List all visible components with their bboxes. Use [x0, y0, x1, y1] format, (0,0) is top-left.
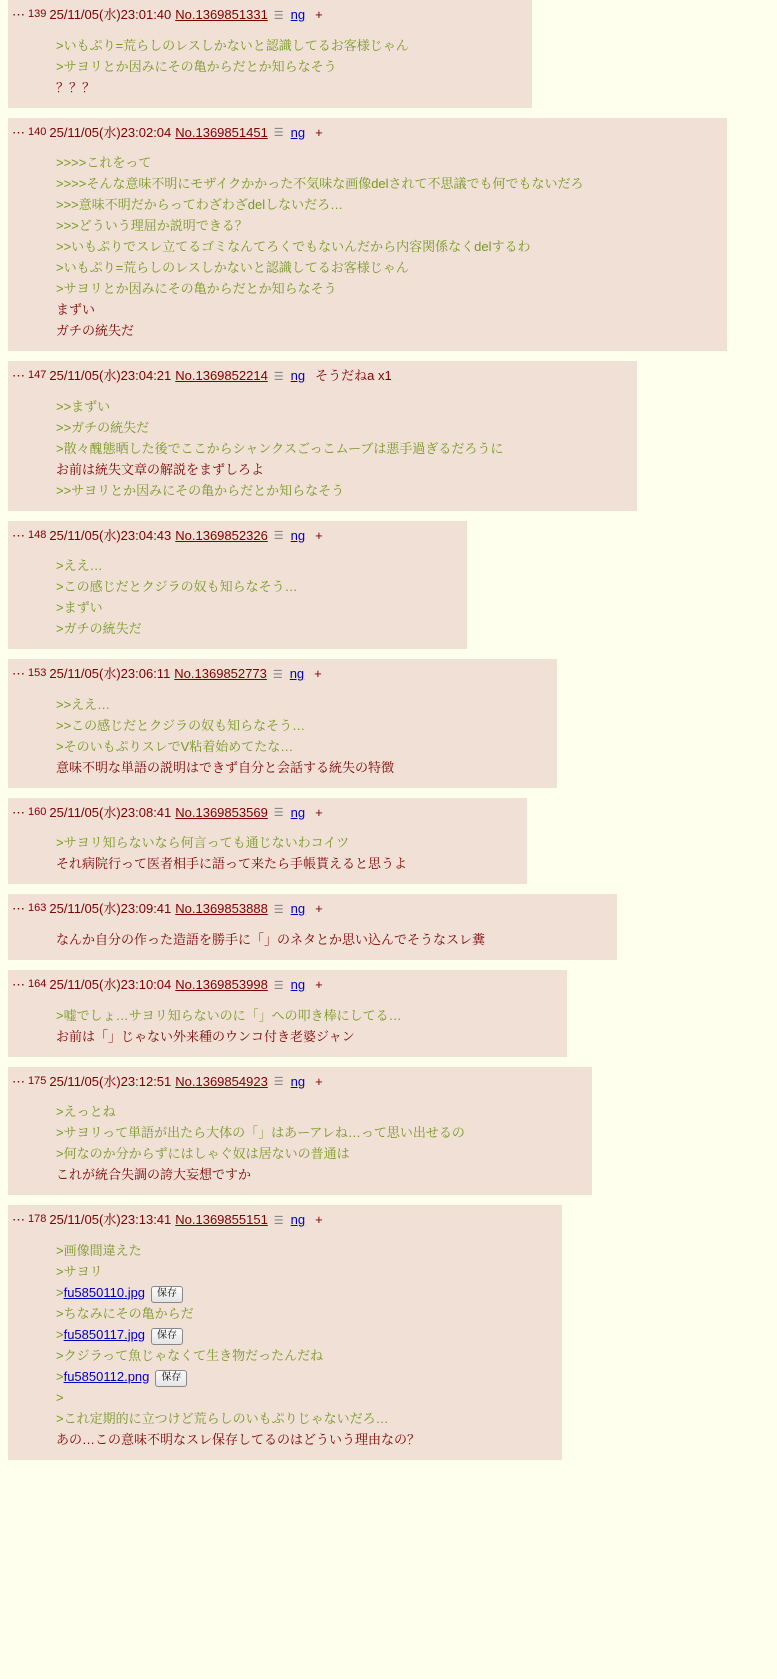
post-line — [56, 480, 625, 501]
post-line — [56, 1240, 550, 1261]
quoted-line-text: >>まずい — [56, 398, 111, 414]
post-options-menu-icon[interactable]: ☰ — [273, 9, 284, 22]
post-line — [56, 152, 715, 173]
post — [0, 970, 777, 1057]
post-options-menu-icon[interactable]: ☰ — [273, 370, 284, 383]
post-body-panel — [8, 521, 467, 650]
post-line — [56, 576, 455, 597]
post-line — [56, 715, 545, 736]
quoted-line-text: >サヨリ — [56, 1263, 103, 1279]
post-line-text: ？？？ — [56, 79, 96, 95]
post-index: 140 — [28, 125, 47, 138]
ng-button[interactable]: ng — [290, 804, 306, 820]
ng-button[interactable]: ng — [290, 1073, 306, 1089]
post — [0, 118, 777, 352]
quoted-line-text: >>ガチの統失だ — [56, 419, 150, 435]
quote-marker: > — [56, 1326, 64, 1342]
post — [0, 798, 777, 885]
ng-button[interactable]: ng — [290, 527, 306, 543]
post-options-menu-icon[interactable]: ☰ — [273, 1076, 284, 1089]
post — [0, 1067, 777, 1196]
post-line-text: お前は統失文章の解説をまずしろよ — [56, 461, 265, 477]
post-text — [12, 144, 715, 341]
post-text — [12, 547, 455, 639]
post-header — [12, 974, 555, 997]
post-line-text: なんか自分の作った造語を勝手に「」のネタとか思い込んでそうなスレ糞 — [56, 931, 486, 947]
soudane-plus-button[interactable]: + — [315, 901, 323, 917]
post-body-panel — [8, 970, 567, 1057]
post-index: 163 — [28, 902, 47, 915]
soudane-plus-button[interactable]: + — [315, 527, 323, 543]
post-header — [12, 525, 455, 548]
post-body-panel — [8, 659, 557, 788]
post-line — [56, 555, 455, 576]
quoted-line-text: >そのいもぷりスレでV粘着始めてたな… — [56, 738, 294, 754]
post-number-link[interactable]: No.1369853569 — [175, 804, 268, 820]
post-date: 25/11/05(水)23:09:41 — [49, 901, 172, 917]
post-index: 148 — [28, 528, 47, 541]
post-line — [56, 35, 520, 56]
post-line-text: まずい — [56, 302, 96, 318]
post-line — [56, 1164, 580, 1185]
post-date: 25/11/05(水)23:10:04 — [49, 976, 172, 992]
post-line — [56, 257, 715, 278]
post-body-panel — [8, 798, 527, 885]
post-options-menu-icon[interactable]: ☰ — [273, 979, 284, 992]
post-line-text: ガチの統失だ — [56, 323, 135, 339]
soudane-plus-button[interactable]: + — [315, 124, 323, 140]
post-line — [56, 929, 605, 950]
post-menu-dots-icon[interactable]: ⋯ — [12, 368, 26, 384]
post-menu-dots-icon[interactable]: ⋯ — [12, 124, 26, 140]
post-line-text: あの…この意味不明なスレ保存してるのはどういう理由なの？ — [56, 1431, 421, 1447]
post-line — [56, 1282, 550, 1303]
post-index: 153 — [28, 667, 47, 680]
post-line — [56, 320, 715, 341]
post-line — [56, 173, 715, 194]
post-text — [12, 921, 605, 950]
post-body-panel — [8, 118, 727, 352]
attachment-link[interactable]: fu5850117.jpg — [63, 1326, 146, 1342]
quoted-line-text: >>>>これをって — [56, 155, 152, 171]
post-line — [56, 215, 715, 236]
quoted-line-text: >サヨリとか因みにその亀からだとか知らなそう — [56, 58, 337, 74]
post-number-link[interactable]: No.1369853888 — [175, 901, 268, 917]
post-number-link[interactable]: No.1369851331 — [175, 7, 268, 22]
post-line — [56, 396, 625, 417]
post-line — [56, 736, 545, 757]
quoted-line-text: >>>意味不明だからってわざわざdelしないだろ… — [56, 197, 344, 213]
post-options-menu-icon[interactable]: ☰ — [273, 530, 284, 543]
post-menu-dots-icon[interactable]: ⋯ — [12, 1073, 26, 1089]
quoted-line-text: >ええ… — [56, 558, 103, 574]
quoted-line-text: >まずい — [56, 600, 103, 616]
post-header — [12, 1071, 580, 1094]
post-index: 175 — [28, 1074, 47, 1087]
post-date: 25/11/05(水)23:02:04 — [49, 124, 172, 140]
post-line — [56, 1005, 555, 1026]
save-button[interactable]: 保存 — [151, 1286, 183, 1303]
post-number-link[interactable]: No.1369854923 — [175, 1073, 268, 1089]
post-line — [56, 1303, 550, 1324]
soudane-count[interactable]: そうだねa x1 — [315, 368, 392, 384]
post-line — [56, 417, 625, 438]
post-date: 25/11/05(水)23:08:41 — [49, 804, 172, 820]
post-date: 25/11/05(水)23:13:41 — [49, 1212, 172, 1228]
soudane-plus-button[interactable]: + — [315, 1073, 323, 1089]
quoted-line-text: >嘘でしょ…サヨリ知らないのに「」への叩き棒にしてる… — [56, 1007, 402, 1023]
post-line — [56, 1366, 550, 1387]
post-header — [12, 663, 545, 686]
post-number-link[interactable]: No.1369852214 — [175, 368, 268, 384]
quoted-line-text: >>ええ… — [56, 696, 111, 712]
attachment-link[interactable]: fu5850110.jpg — [63, 1284, 146, 1300]
post-date: 25/11/05(水)23:01:40 — [49, 7, 172, 22]
quoted-line-text: >>サヨリとか因みにその亀からだとか知らなそう — [56, 482, 345, 498]
ng-button[interactable]: ng — [289, 666, 305, 682]
post-line — [56, 77, 520, 98]
post-text — [12, 824, 515, 874]
quote-marker: > — [56, 1368, 64, 1384]
post-header — [12, 802, 515, 825]
post — [0, 1205, 777, 1460]
post-line — [56, 1408, 550, 1429]
quoted-line-text: >>>>そんな意味不明にモザイクかかった不気味な画像delされて不思議でも何でもないだろ — [56, 176, 584, 192]
post-body-panel — [8, 1205, 562, 1460]
quoted-line-text: >これ定期的に立つけど荒らしのいもぷりじゃないだろ… — [56, 1410, 389, 1426]
post-line-text: それ病院行って医者相手に語って来たら手帳貰えると思うよ — [56, 856, 408, 872]
post-line-text: 意味不明な単語の説明はできず自分と会話する統失の特徴 — [56, 759, 395, 775]
save-button[interactable]: 保存 — [151, 1328, 183, 1345]
post-menu-dots-icon[interactable]: ⋯ — [12, 7, 26, 22]
post-line — [56, 438, 625, 459]
quoted-line-text: >画像間違えた — [56, 1242, 142, 1258]
post — [0, 659, 777, 788]
post-menu-dots-icon[interactable]: ⋯ — [12, 804, 26, 820]
post-number-link[interactable]: No.1369853998 — [175, 976, 268, 992]
post — [0, 0, 777, 108]
post-text — [12, 1232, 550, 1450]
post-menu-dots-icon[interactable]: ⋯ — [12, 666, 26, 682]
post-header — [12, 1209, 550, 1232]
post-options-menu-icon[interactable]: ☰ — [273, 1214, 284, 1227]
ng-button[interactable]: ng — [290, 124, 306, 140]
post-number-link[interactable]: No.1369851451 — [175, 124, 268, 140]
post-header — [12, 4, 520, 27]
quoted-line-text: >散々醜態晒した後でここからシャンクスごっこムーブは悪手過ぎるだろうに — [56, 440, 504, 456]
post-options-menu-icon[interactable]: ☰ — [273, 903, 284, 916]
post-options-menu-icon[interactable]: ☰ — [273, 127, 284, 140]
quoted-line-text: >えっとね — [56, 1104, 116, 1120]
post-date: 25/11/05(水)23:12:51 — [49, 1073, 172, 1089]
post-line — [56, 1345, 550, 1366]
quoted-line-text: >この感じだとクジラの奴も知らなそう… — [56, 579, 298, 595]
post-options-menu-icon[interactable]: ☰ — [273, 807, 284, 820]
soudane-plus-button[interactable]: + — [315, 804, 323, 820]
post — [0, 361, 777, 511]
post-line-text: これが統合失調の誇大妄想ですか — [56, 1167, 252, 1183]
quoted-line-text: >クジラって魚じゃなくて生き物だったんだね — [56, 1347, 324, 1363]
post-line — [56, 1387, 550, 1408]
save-button[interactable]: 保存 — [155, 1370, 187, 1387]
quoted-line-text: >>この感じだとクジラの奴も知らなそう… — [56, 717, 306, 733]
quoted-line-text: > — [56, 1389, 64, 1405]
post-line — [56, 299, 715, 320]
post-index: 164 — [28, 977, 47, 990]
post-line — [56, 1122, 580, 1143]
post-menu-dots-icon[interactable]: ⋯ — [12, 527, 26, 543]
quoted-line-text: >>いもぷりでスレ立てるゴミなんてろくでもないんだから内容関係なくdelするわ — [56, 239, 531, 255]
ng-button[interactable]: ng — [290, 7, 306, 22]
post-line — [56, 757, 545, 778]
post-line — [56, 1143, 580, 1164]
post-index: 178 — [28, 1213, 47, 1226]
post-line — [56, 597, 455, 618]
quote-marker: > — [56, 1284, 64, 1300]
ng-button[interactable]: ng — [290, 1212, 306, 1228]
post-body-panel — [8, 361, 637, 511]
soudane-plus-button[interactable]: + — [315, 976, 323, 992]
quoted-line-text: >サヨリとか因みにその亀からだとか知らなそう — [56, 281, 337, 297]
attachment-link[interactable]: fu5850112.png — [63, 1368, 150, 1384]
post-number-link[interactable]: No.1369852326 — [175, 527, 268, 543]
post-line — [56, 278, 715, 299]
post-header — [12, 365, 625, 388]
post-text — [12, 1093, 580, 1185]
post-line — [56, 832, 515, 853]
post-header — [12, 122, 715, 145]
post-menu-dots-icon[interactable]: ⋯ — [12, 901, 26, 917]
post-line-text: お前は「」じゃない外来種のウンコ付き老婆ジャン — [56, 1028, 355, 1044]
post-line — [56, 1429, 550, 1450]
post-text — [12, 997, 555, 1047]
post-date: 25/11/05(水)23:04:43 — [49, 527, 172, 543]
post — [0, 521, 777, 650]
post-text — [12, 686, 545, 778]
post-line — [56, 1026, 555, 1047]
quoted-line-text: >いもぷり=荒らしのレスしかないと認識してるお客様じゃん — [56, 260, 409, 276]
post-index: 160 — [28, 805, 47, 818]
soudane-plus-button[interactable]: + — [315, 1212, 323, 1228]
ng-button[interactable]: ng — [290, 368, 306, 384]
quoted-line-text: >>>どういう理屈か説明できる？ — [56, 218, 248, 234]
post-menu-dots-icon[interactable]: ⋯ — [12, 1212, 26, 1228]
post-body-panel — [8, 1067, 592, 1196]
quoted-line-text: >ちなみにその亀からだ — [56, 1305, 194, 1321]
soudane-plus-button[interactable]: + — [314, 666, 322, 682]
post-line — [56, 1324, 550, 1345]
post-header — [12, 898, 605, 921]
quoted-line-text: >サヨリって単語が出たら大体の「」はあーアレね…って思い出せるの — [56, 1125, 465, 1141]
post-line — [56, 236, 715, 257]
post-number-link[interactable]: No.1369855151 — [175, 1212, 268, 1228]
ng-button[interactable]: ng — [290, 976, 306, 992]
post-index: 147 — [28, 369, 47, 382]
post — [0, 894, 777, 960]
quoted-line-text: >いもぷり=荒らしのレスしかないと認識してるお客様じゃん — [56, 37, 409, 53]
ng-button[interactable]: ng — [290, 901, 306, 917]
post-line — [56, 853, 515, 874]
post-menu-dots-icon[interactable]: ⋯ — [12, 976, 26, 992]
post-text — [12, 388, 625, 501]
post-index: 139 — [28, 8, 47, 20]
post-text — [12, 27, 520, 98]
post-line — [56, 618, 455, 639]
post-date: 25/11/05(水)23:06:11 — [49, 666, 171, 682]
post-line — [56, 194, 715, 215]
quoted-line-text: >ガチの統失だ — [56, 621, 142, 637]
quoted-line-text: >サヨリ知らないなら何言っても通じないわコイツ — [56, 835, 350, 851]
post-body-panel — [8, 894, 617, 960]
post-line — [56, 1101, 580, 1122]
soudane-plus-button[interactable]: + — [315, 7, 323, 22]
quoted-line-text: >何なのか分からずにはしゃぐ奴は居ないの普通は — [56, 1146, 350, 1162]
post-line — [56, 694, 545, 715]
post-options-menu-icon[interactable]: ☰ — [272, 668, 283, 681]
post-line — [56, 56, 520, 77]
post-line — [56, 1261, 550, 1282]
post-body-panel — [8, 0, 532, 108]
post-date: 25/11/05(水)23:04:21 — [49, 368, 172, 384]
post-line — [56, 459, 625, 480]
post-number-link[interactable]: No.1369852773 — [174, 666, 267, 682]
